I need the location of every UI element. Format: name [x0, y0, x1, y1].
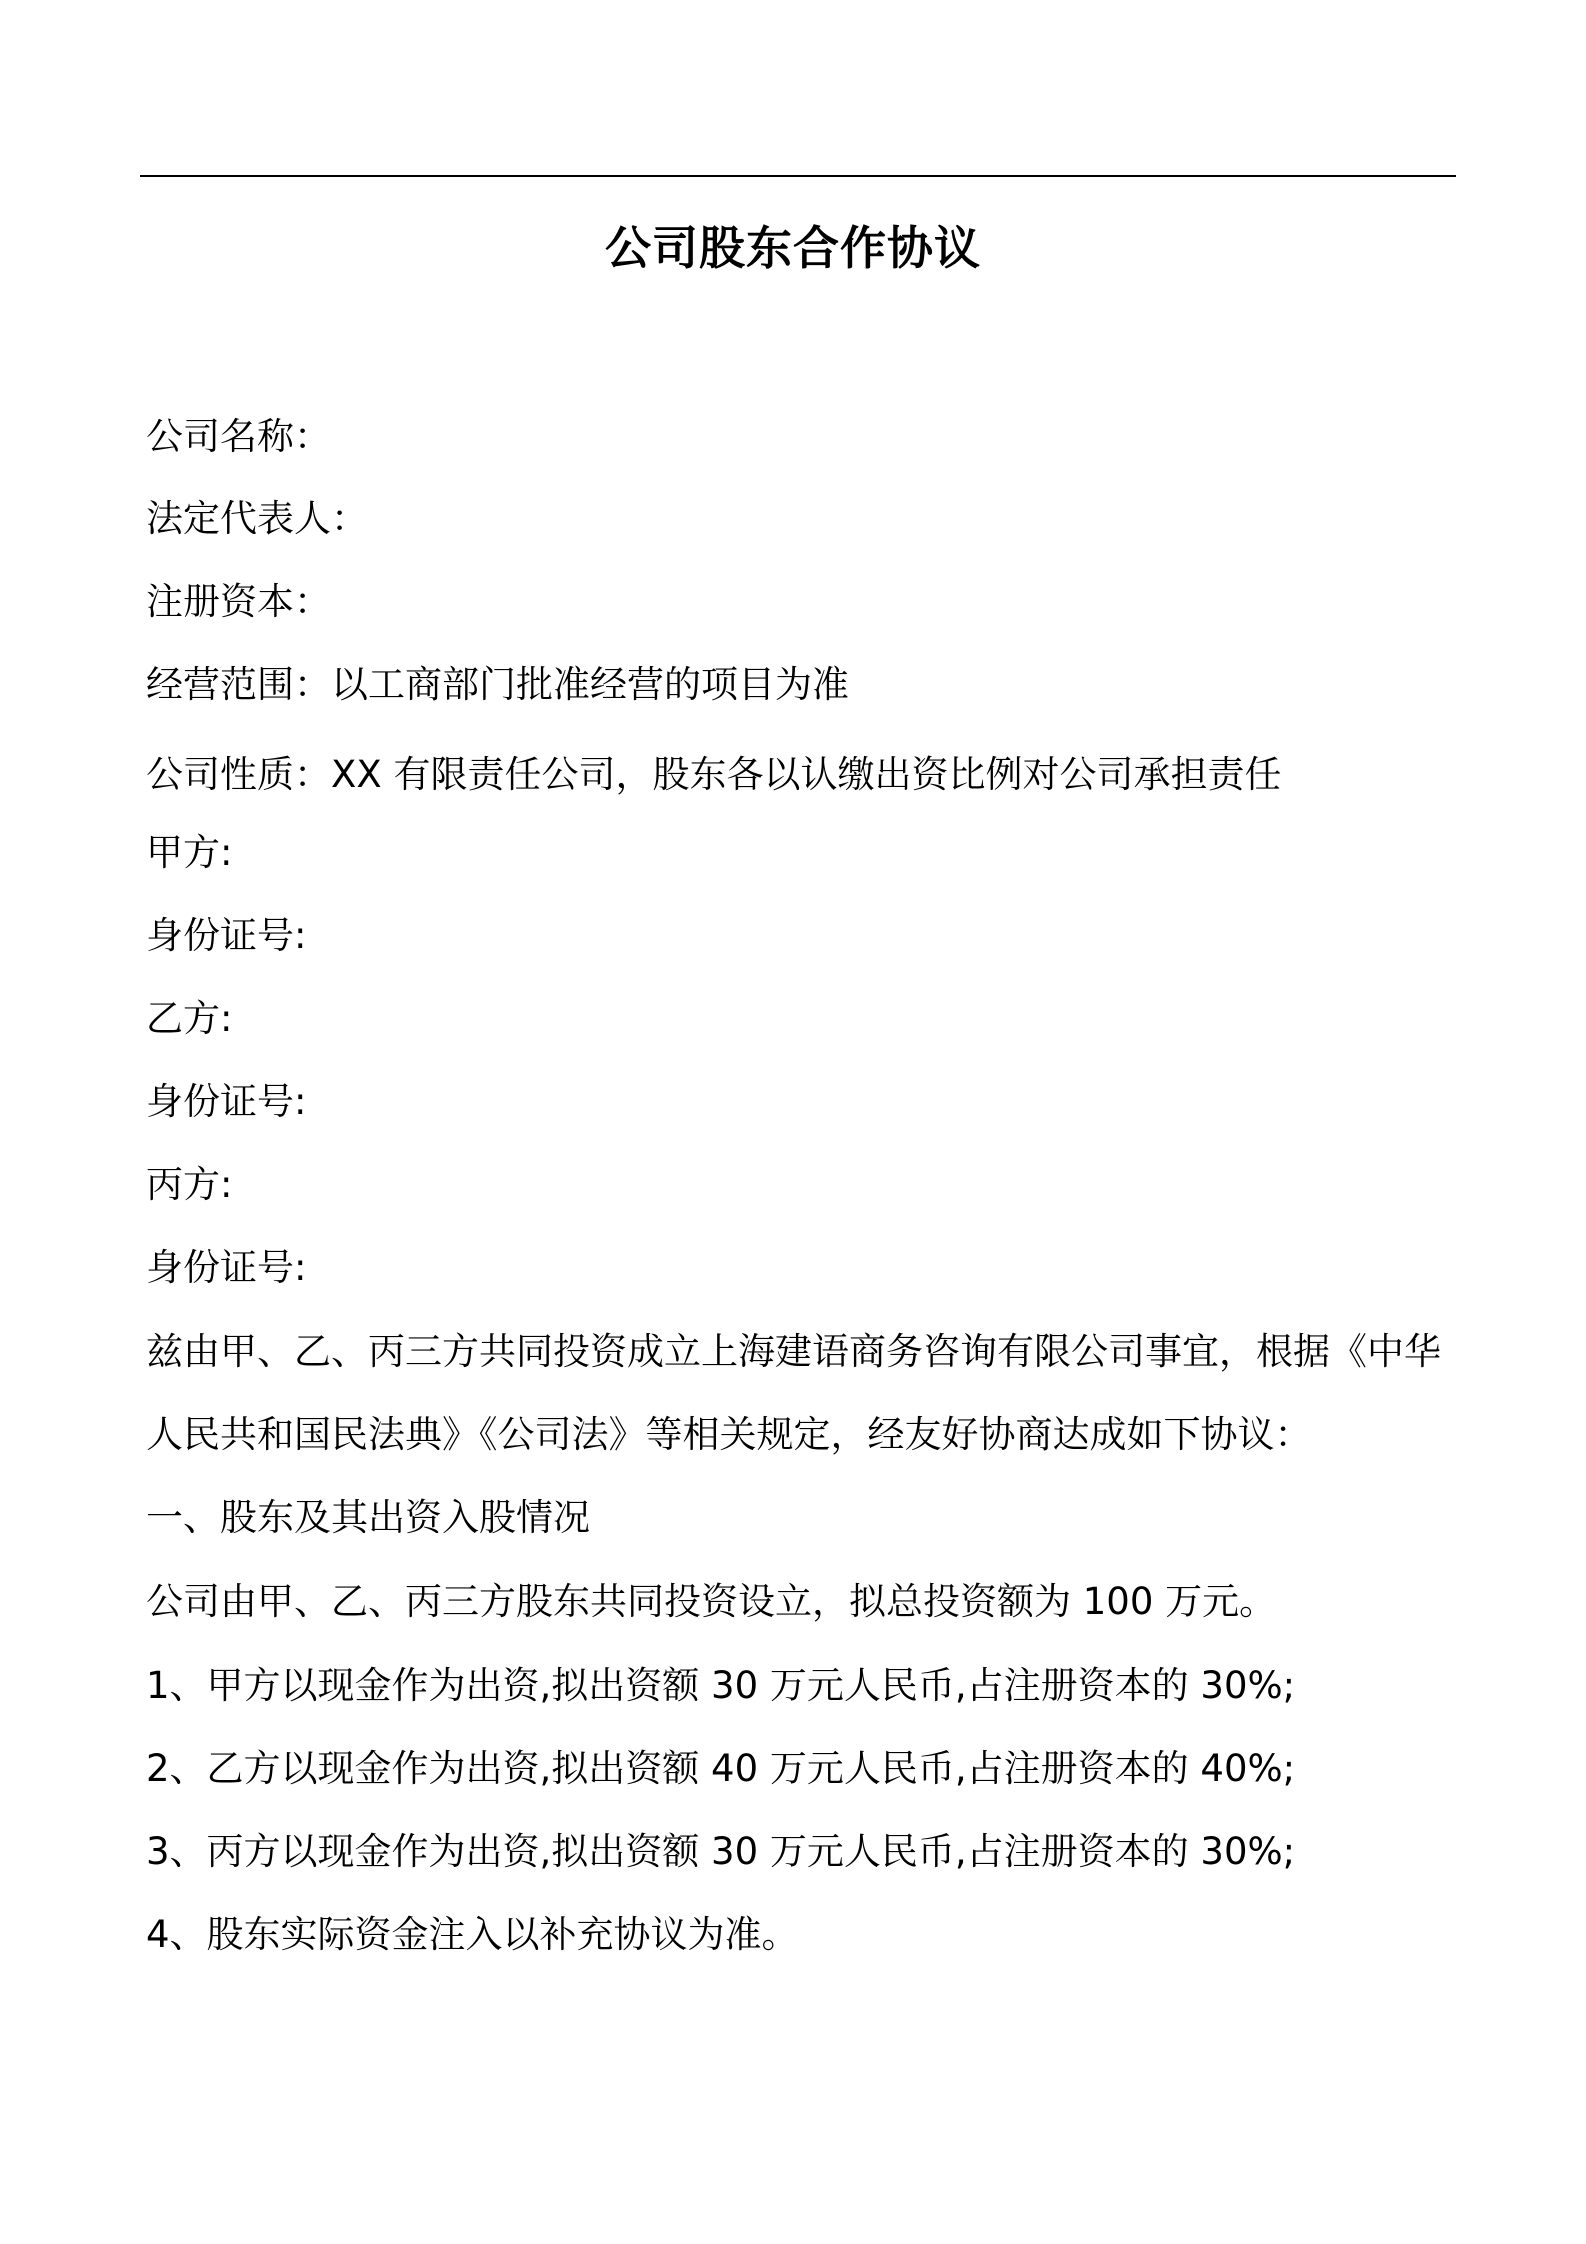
- header-rule: [140, 175, 1456, 177]
- section-1-intro: 公司由甲、乙、丙三方股东共同投资设立，拟总投资额为 100 万元。: [146, 1580, 1277, 1623]
- field-business-scope: 经营范围：以工商部门批准经营的项目为准: [146, 663, 849, 706]
- preamble-line-1: 兹由甲、乙、丙三方共同投资成立上海建语商务咨询有限公司事宜，根据《中华: [146, 1330, 1441, 1373]
- party-a-id-label: 身份证号:: [146, 914, 307, 957]
- preamble-line-2: 人民共和国民法典》《公司法》等相关规定，经友好协商达成如下协议：: [146, 1413, 1312, 1456]
- document-title: 公司股东合作协议: [605, 221, 981, 275]
- field-legal-representative: 法定代表人：: [146, 497, 368, 540]
- section-1-item-2: 2、乙方以现金作为出资,拟出资额 40 万元人民币,占注册资本的 40%;: [146, 1747, 1296, 1790]
- section-1-item-3: 3、丙方以现金作为出资,拟出资额 30 万元人民币,占注册资本的 30%;: [146, 1830, 1296, 1873]
- section-heading-1: 一、股东及其出资入股情况: [146, 1496, 590, 1539]
- field-company-nature: 公司性质：XX 有限责任公司，股东各以认缴出资比例对公司承担责任: [146, 753, 1282, 796]
- field-company-name: 公司名称：: [146, 415, 331, 458]
- party-c-id-label: 身份证号:: [146, 1246, 307, 1289]
- section-1-item-1: 1、甲方以现金作为出资,拟出资额 30 万元人民币,占注册资本的 30%;: [146, 1664, 1296, 1707]
- party-a-label: 甲方:: [146, 831, 233, 874]
- field-registered-capital: 注册资本：: [146, 580, 331, 623]
- party-b-id-label: 身份证号:: [146, 1080, 307, 1123]
- section-1-item-4: 4、股东实际资金注入以补充协议为准。: [146, 1913, 799, 1956]
- party-c-label: 丙方:: [146, 1163, 233, 1206]
- party-b-label: 乙方:: [146, 997, 233, 1040]
